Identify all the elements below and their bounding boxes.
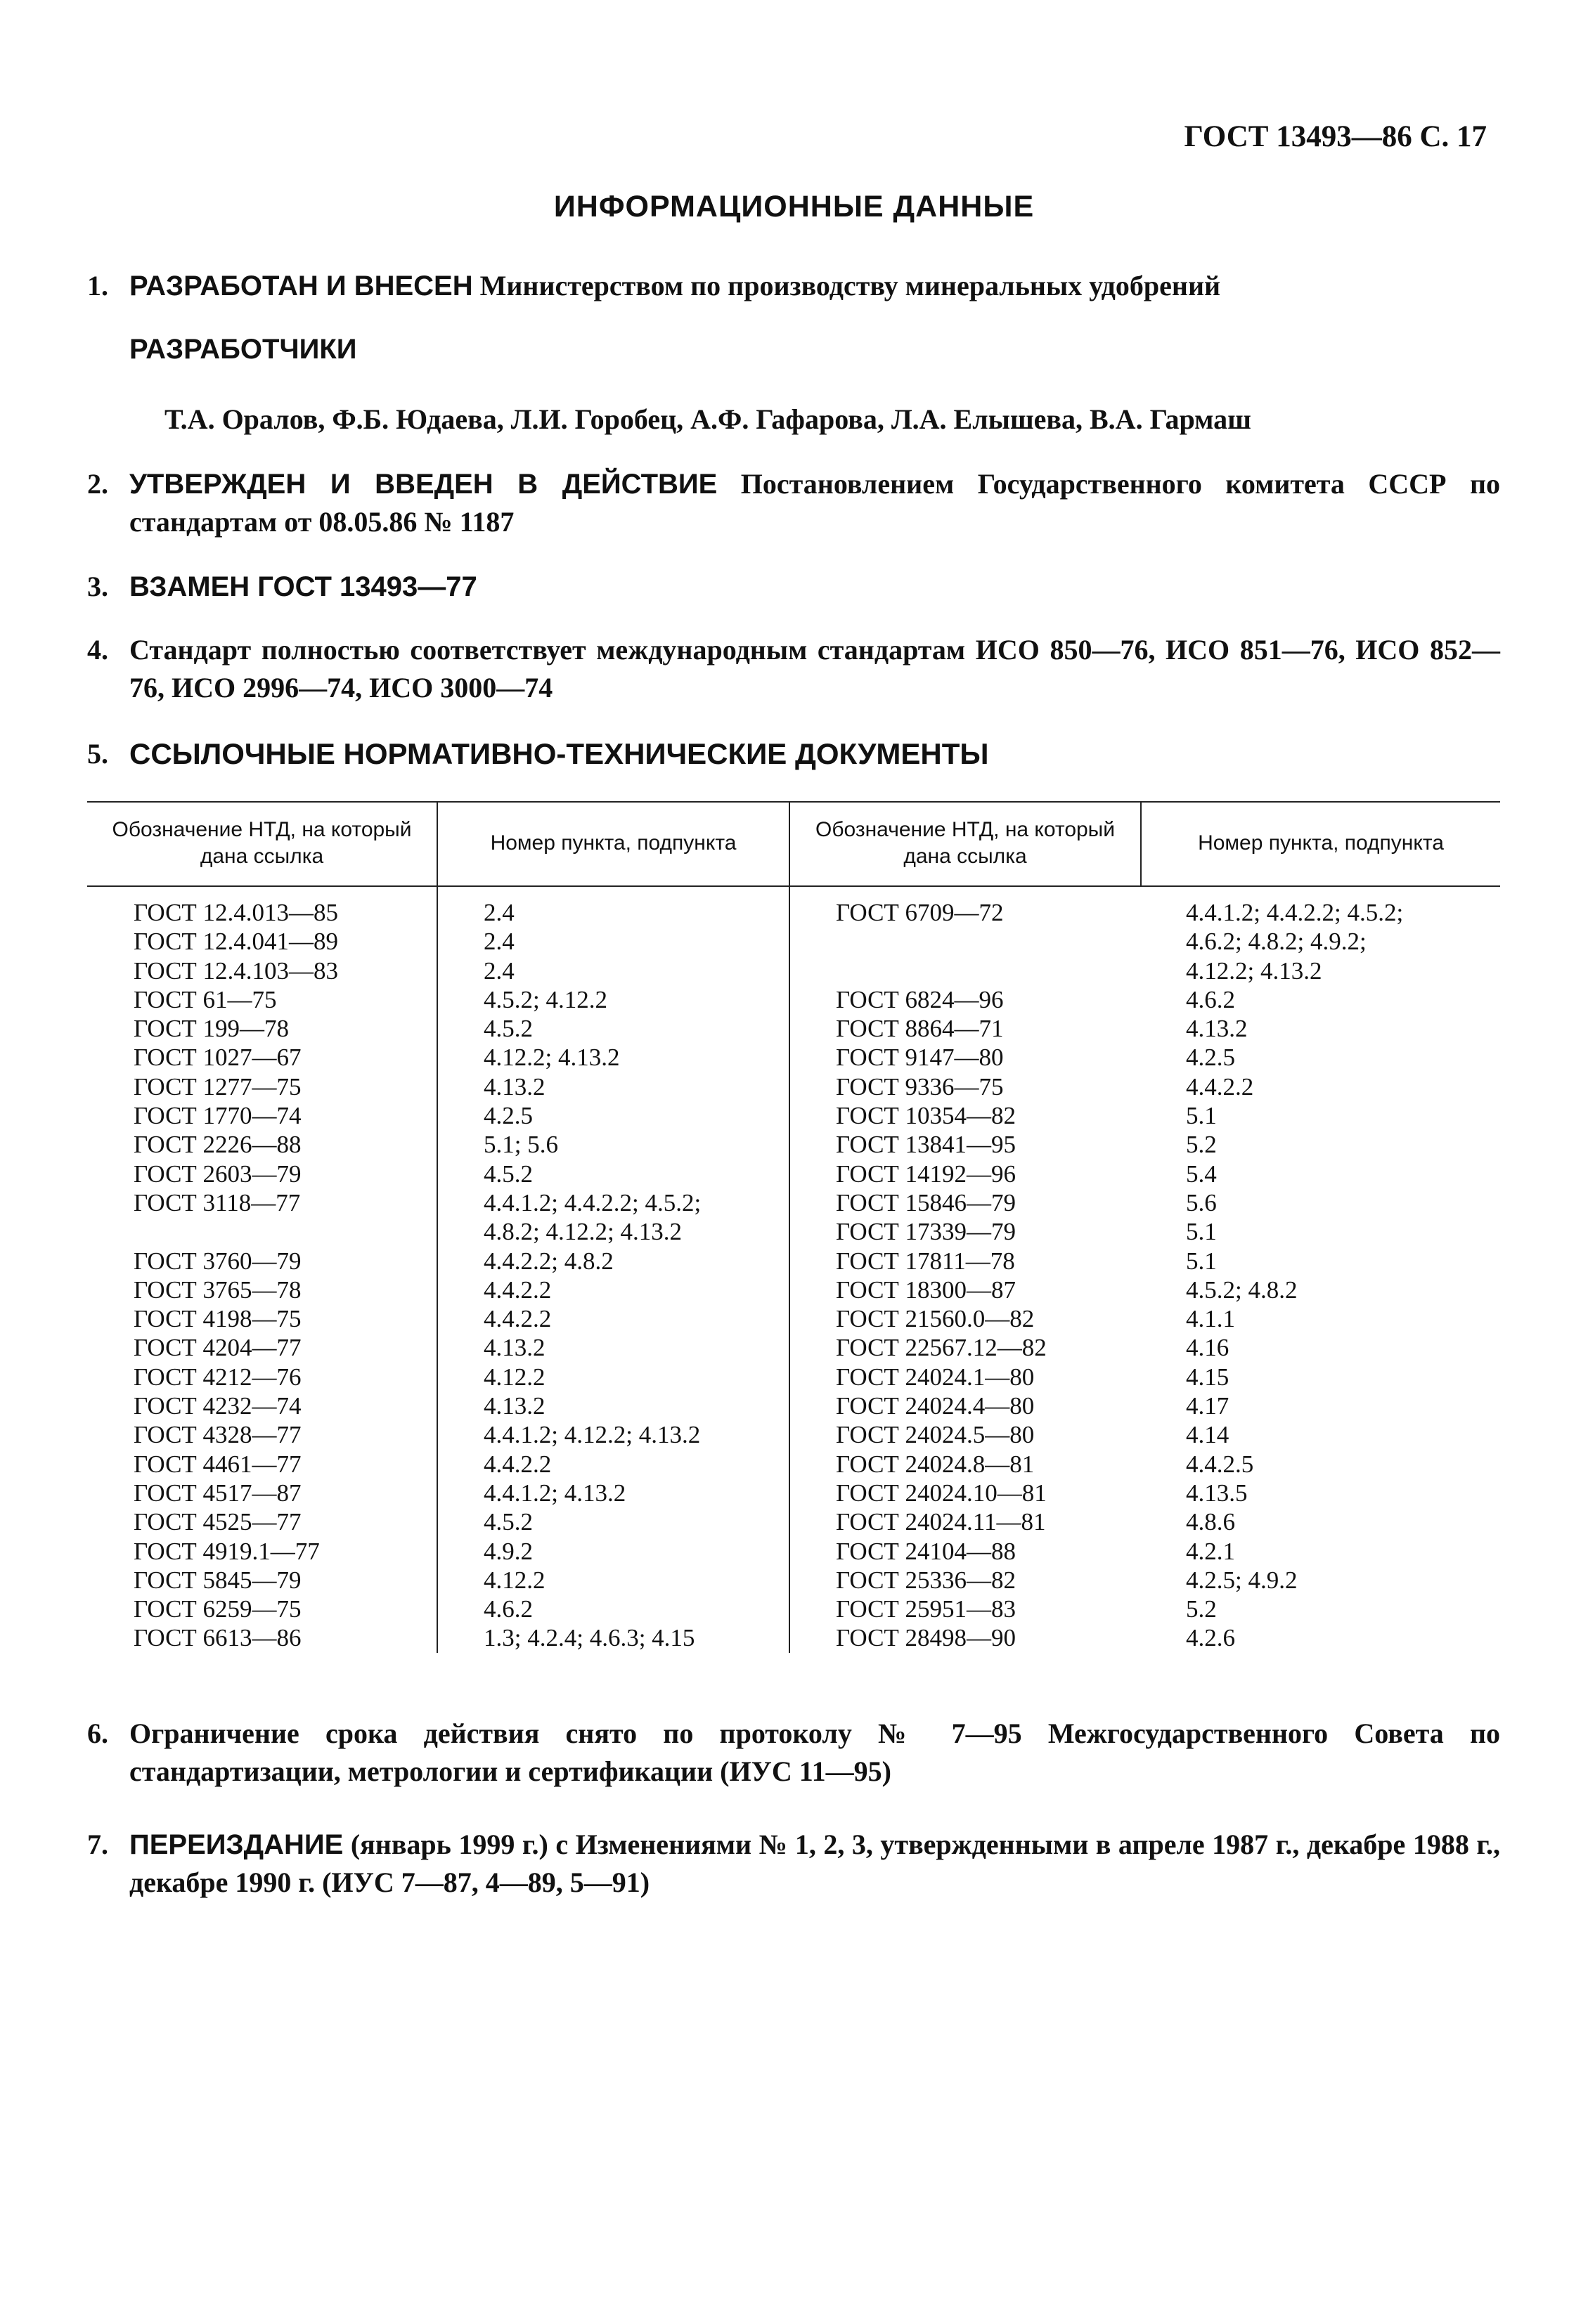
table-cell: ГОСТ 21560.0—82 <box>836 1305 1035 1333</box>
table-cell: ГОСТ 2226—88 <box>134 1131 302 1159</box>
table-cell: ГОСТ 6709—72 <box>836 899 1004 926</box>
table-header-points-right: Номер пункта, подпункта <box>1198 831 1444 855</box>
table-cell: ГОСТ 24024.5—80 <box>836 1421 1035 1449</box>
table-cell: ГОСТ 4517—87 <box>134 1479 302 1507</box>
table-cell: 5.1; 5.6 <box>484 1131 558 1159</box>
item-number: 7. <box>87 1829 108 1860</box>
column-divider <box>789 801 790 1653</box>
table-cell: 4.4.2.2 <box>1186 1072 1254 1101</box>
table-cell: ГОСТ 14192—96 <box>836 1160 1016 1188</box>
table-cell: 4.4.2.2 <box>484 1305 552 1333</box>
table-cell: 4.4.1.2; 4.4.2.2; 4.5.2; <box>1186 899 1404 926</box>
column-right-docs <box>836 898 1047 1653</box>
table-cell <box>134 1217 338 1246</box>
item-6 <box>87 1715 1500 1791</box>
item-number: 3. <box>87 571 108 602</box>
table-cell: 4.13.2 <box>484 1072 546 1101</box>
table-cell: ГОСТ 22567.12—82 <box>836 1334 1047 1362</box>
table-cell: 4.6.2; 4.8.2; 4.9.2; <box>1186 928 1367 956</box>
table-cell: 1.3; 4.2.4; 4.6.3; 4.15 <box>484 1624 695 1652</box>
table-cell: ГОСТ 18300—87 <box>836 1275 1016 1304</box>
table-cell: 4.9.2 <box>484 1537 533 1565</box>
table-cell: ГОСТ 3760—79 <box>134 1247 302 1275</box>
table-cell: ГОСТ 5845—79 <box>134 1566 302 1594</box>
table-cell: 4.8.6 <box>1186 1508 1235 1536</box>
table-cell <box>836 956 1047 985</box>
table-cell: 4.5.2; 4.12.2 <box>484 985 607 1013</box>
table-cell: ГОСТ 25951—83 <box>836 1595 1016 1623</box>
table-cell: 4.5.2 <box>484 1160 533 1188</box>
table-cell: ГОСТ 4328—77 <box>134 1421 302 1449</box>
table-cell: ГОСТ 24024.1—80 <box>836 1363 1035 1391</box>
table-cell: 4.8.2; 4.12.2; 4.13.2 <box>484 1218 682 1246</box>
table-cell: ГОСТ 4919.1—77 <box>134 1537 320 1565</box>
column-divider <box>437 801 438 1653</box>
table-cell: 4.2.5; 4.9.2 <box>1186 1566 1298 1594</box>
table-cell: 4.4.1.2; 4.13.2 <box>484 1479 626 1507</box>
table-cell: 4.2.1 <box>1186 1537 1235 1565</box>
table-cell: 4.2.6 <box>1186 1624 1235 1652</box>
table-cell: ГОСТ 6824—96 <box>836 985 1004 1013</box>
table-cell: ГОСТ 4212—76 <box>134 1363 302 1391</box>
table-cell: 4.12.2; 4.13.2 <box>484 1044 620 1072</box>
table-cell: ГОСТ 4525—77 <box>134 1508 302 1536</box>
table-cell <box>836 927 1047 956</box>
table-cell: 4.4.2.2; 4.8.2 <box>484 1247 614 1275</box>
item-heading: ВЗАМЕН ГОСТ 13493—77 <box>129 571 477 602</box>
table-cell: ГОСТ 2603—79 <box>134 1160 302 1188</box>
table-cell: ГОСТ 3118—77 <box>134 1188 301 1216</box>
developers-list <box>87 401 1500 439</box>
developers-section <box>87 330 1500 368</box>
item-heading: ССЫЛОЧНЫЕ НОРМАТИВНО-ТЕХНИЧЕСКИЕ ДОКУМЕНТЫ <box>129 737 989 770</box>
table-cell: ГОСТ 28498—90 <box>836 1624 1016 1652</box>
table-cell: 4.6.2 <box>1186 985 1235 1013</box>
item-2 <box>87 465 1500 541</box>
table-cell: 5.2 <box>1186 1131 1217 1159</box>
table-cell: ГОСТ 3765—78 <box>134 1275 302 1304</box>
item-text: Министерством по производству минеральных удобрений <box>472 270 1221 301</box>
table-cell: ГОСТ 1027—67 <box>134 1044 302 1072</box>
table-cell: ГОСТ 12.4.103—83 <box>134 956 339 985</box>
table-cell: 5.4 <box>1186 1160 1217 1188</box>
document-title: ИНФОРМАЦИОННЫЕ ДАННЫЕ <box>553 190 1035 223</box>
table-cell: ГОСТ 10354—82 <box>836 1102 1016 1130</box>
table-cell: 4.5.2; 4.8.2 <box>1186 1275 1298 1304</box>
page-header: ГОСТ 13493—86 С. 17 <box>1184 120 1487 153</box>
table-cell: 4.4.2.2 <box>484 1275 552 1304</box>
item-heading: ПЕРЕИЗДАНИЕ <box>129 1829 344 1860</box>
item-text: (январь 1999 г.) с Изменениями № 1, 2, 3, утвержденными в апреле 1987 г., декабре 1988 г., декабре 1990 г. (ИУС 7—87, 4—89, 5—91) <box>129 1829 1500 1898</box>
item-number: 2. <box>87 468 108 500</box>
table-cell: ГОСТ 12.4.041—89 <box>134 928 339 956</box>
table-cell: 4.12.2 <box>484 1566 546 1594</box>
table-cell: 4.5.2 <box>484 1015 533 1043</box>
item-7 <box>87 1826 1500 1902</box>
table-cell: 5.1 <box>1186 1102 1217 1130</box>
table-cell: 4.5.2 <box>484 1508 533 1536</box>
item-number: 4. <box>87 634 108 666</box>
column-right-points <box>1186 898 1403 1653</box>
table-cell: ГОСТ 24024.11—81 <box>836 1508 1046 1536</box>
item-text: Постановлением Государственного комитета СССР по стандартам от 08.05.86 № 1187 <box>129 468 1500 538</box>
table-cell: ГОСТ 17811—78 <box>836 1247 1015 1275</box>
table-cell: ГОСТ 61—75 <box>134 985 277 1013</box>
item-4 <box>87 631 1500 707</box>
table-cell: 4.2.5 <box>484 1102 533 1130</box>
table-cell: 2.4 <box>484 956 515 985</box>
table-cell: 4.4.1.2; 4.12.2; 4.13.2 <box>484 1421 701 1449</box>
table-cell: ГОСТ 6259—75 <box>134 1595 302 1623</box>
table-cell: ГОСТ 1277—75 <box>134 1072 302 1101</box>
developers-label: РАЗРАБОТЧИКИ <box>129 334 357 365</box>
table-cell: ГОСТ 199—78 <box>134 1015 290 1043</box>
table-cell: 5.1 <box>1186 1218 1217 1246</box>
table-cell: 4.2.5 <box>1186 1044 1235 1072</box>
table-cell: 5.6 <box>1186 1188 1217 1216</box>
table-header-rule <box>87 885 1500 887</box>
table-cell: ГОСТ 8864—71 <box>836 1015 1004 1043</box>
item-heading: РАЗРАБОТАН И ВНЕСЕН <box>129 271 473 301</box>
table-cell: 4.4.2.5 <box>1186 1450 1254 1478</box>
table-cell: 4.13.5 <box>1186 1479 1248 1507</box>
table-cell: ГОСТ 4232—74 <box>134 1392 302 1420</box>
item-heading: УТВЕРЖДЕН И ВВЕДЕН В ДЕЙСТВИЕ <box>129 469 718 500</box>
table-cell: 2.4 <box>484 899 515 926</box>
table-cell: 4.1.1 <box>1186 1305 1235 1333</box>
item-text: Стандарт полностью соответствует международным стандартам ИСО 850—76, ИСО 851—76, ИСО 852—76, ИСО 2996—74, ИСО 3000—74 <box>129 634 1500 703</box>
table-header-doc-left: Обозначение НТД, на который дана ссылка <box>112 818 412 868</box>
item-number: 6. <box>87 1718 108 1749</box>
table-cell: 4.4.1.2; 4.4.2.2; 4.5.2; <box>484 1188 702 1216</box>
reference-documents-table <box>87 801 1500 1653</box>
table-cell: ГОСТ 12.4.013—85 <box>134 899 339 926</box>
table-cell: ГОСТ 24024.10—81 <box>836 1479 1047 1507</box>
column-left-points <box>484 898 701 1653</box>
table-cell: ГОСТ 24024.8—81 <box>836 1450 1035 1478</box>
item-1 <box>87 267 1500 305</box>
table-cell: ГОСТ 4461—77 <box>134 1450 302 1478</box>
table-header-doc-right: Обозначение НТД, на который дана ссылка <box>815 818 1116 868</box>
table-cell: 4.17 <box>1186 1392 1229 1420</box>
table-cell: ГОСТ 17339—79 <box>836 1218 1016 1246</box>
item-5 <box>87 735 1500 774</box>
table-cell: 5.2 <box>1186 1595 1217 1623</box>
table-cell: ГОСТ 4198—75 <box>134 1305 302 1333</box>
table-cell: 4.14 <box>1186 1421 1229 1449</box>
table-cell: 4.15 <box>1186 1363 1229 1391</box>
table-cell: 5.1 <box>1186 1247 1217 1275</box>
item-number: 1. <box>87 270 108 301</box>
table-cell: 2.4 <box>484 928 515 956</box>
table-cell: 4.12.2 <box>484 1363 546 1391</box>
table-cell: ГОСТ 24024.4—80 <box>836 1392 1035 1420</box>
table-cell: ГОСТ 1770—74 <box>134 1102 302 1130</box>
table-cell: ГОСТ 9336—75 <box>836 1072 1004 1101</box>
table-cell: 4.13.2 <box>484 1392 546 1420</box>
item-3 <box>87 568 1500 606</box>
developers-names: Т.А. Оралов, Ф.Б. Юдаева, Л.И. Горобец, А.Ф. Гафарова, Л.А. Елышева, В.А. Гармаш <box>164 403 1251 435</box>
table-cell: ГОСТ 9147—80 <box>836 1044 1004 1072</box>
table-cell: 4.13.2 <box>484 1334 546 1362</box>
table-header-points-left: Номер пункта, подпункта <box>490 831 737 855</box>
table-cell: ГОСТ 15846—79 <box>836 1188 1016 1216</box>
table-cell: ГОСТ 24104—88 <box>836 1537 1016 1565</box>
column-left-docs <box>134 898 338 1653</box>
item-number: 5. <box>87 738 108 770</box>
item-text: Ограничение срока действия снято по протоколу № 7—95 Межгосударственного Совета по стандартизации, метрологии и сертификации (ИУС 11—95) <box>129 1718 1500 1787</box>
table-cell: ГОСТ 25336—82 <box>836 1566 1016 1594</box>
table-cell: ГОСТ 4204—77 <box>134 1334 302 1362</box>
table-cell: 4.12.2; 4.13.2 <box>1186 956 1322 985</box>
table-cell: 4.13.2 <box>1186 1015 1248 1043</box>
table-cell: ГОСТ 6613—86 <box>134 1624 302 1652</box>
table-cell: ГОСТ 13841—95 <box>836 1131 1016 1159</box>
table-cell: 4.6.2 <box>484 1595 533 1623</box>
table-cell: 4.4.2.2 <box>484 1450 552 1478</box>
table-cell: 4.16 <box>1186 1334 1229 1362</box>
table-top-rule <box>87 801 1500 803</box>
